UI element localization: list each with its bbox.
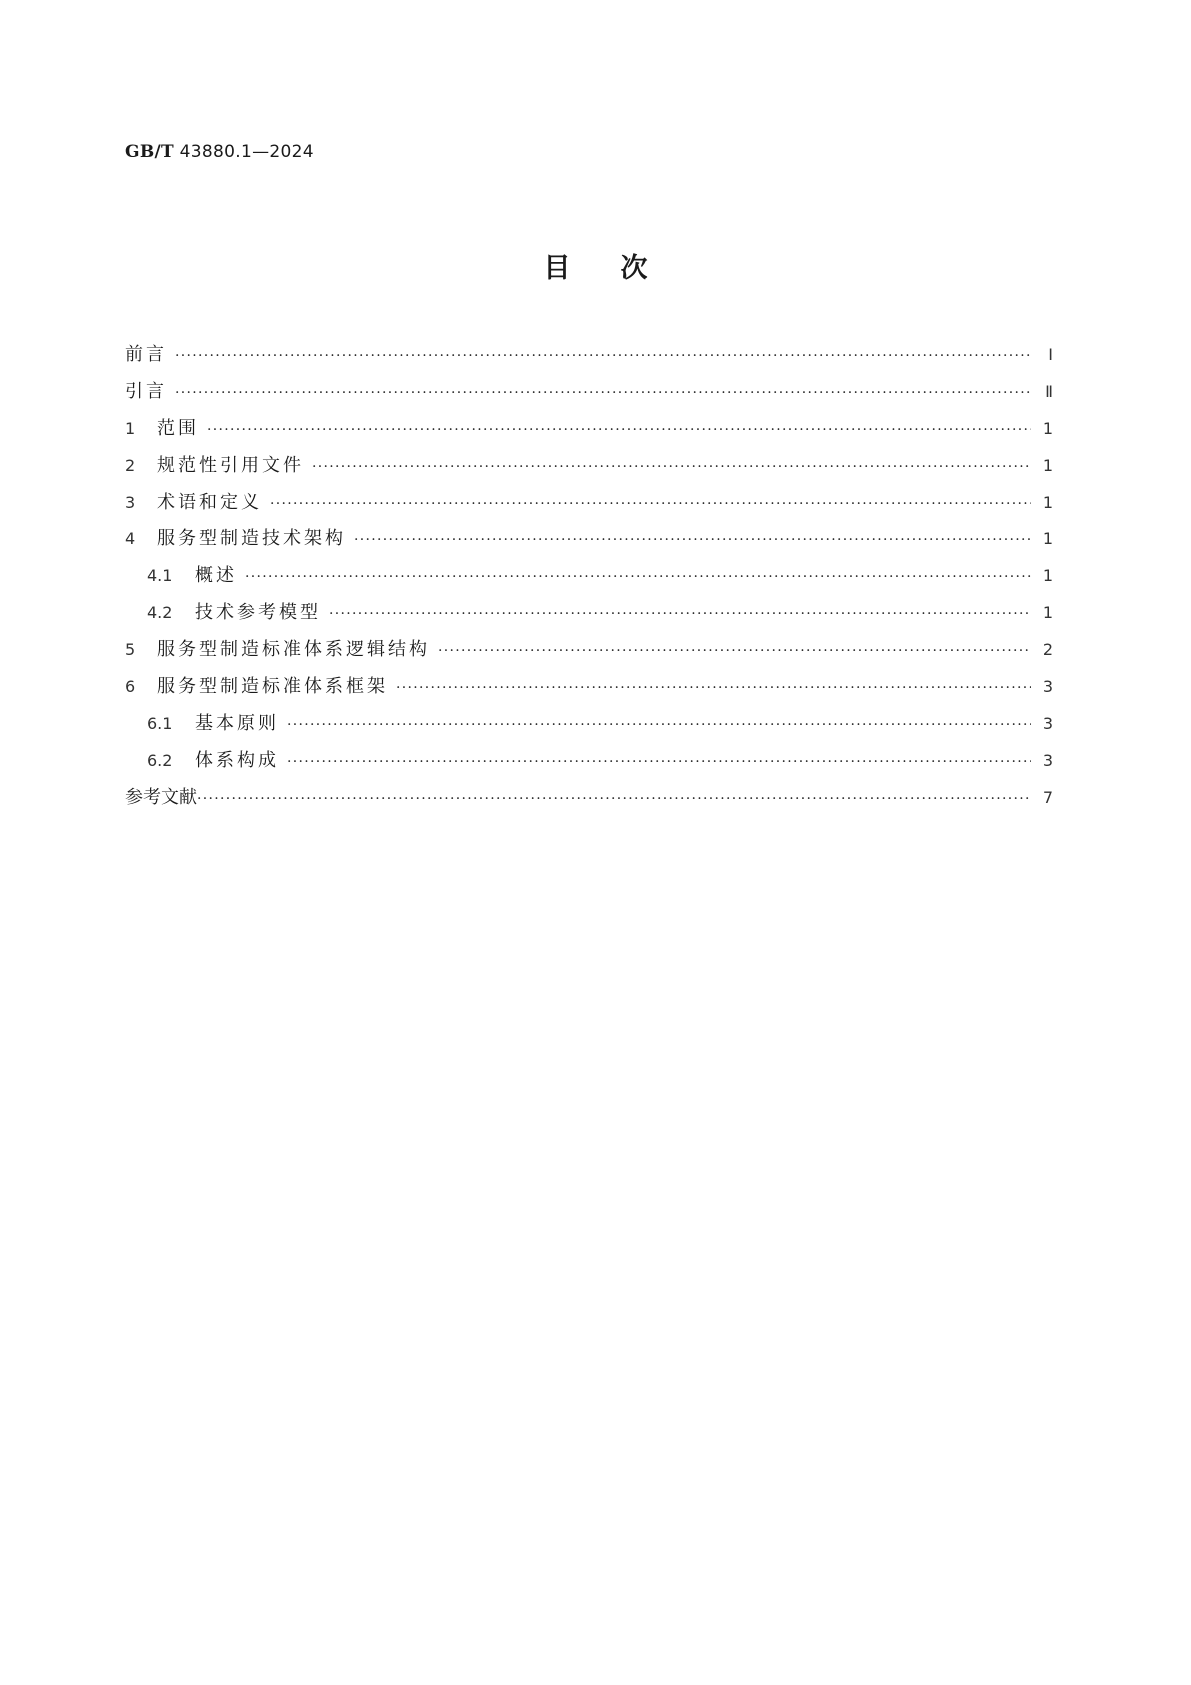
toc-section-number: 4.2 (147, 603, 173, 623)
toc-section-number: 5 (125, 640, 136, 660)
toc-section-number: 6.1 (147, 713, 173, 733)
table-of-contents (125, 340, 1053, 820)
toc-entry-technical-architecture[interactable] (125, 524, 1053, 561)
toc-entry-reference-model[interactable] (125, 598, 1053, 635)
toc-entry-title: 前言 (125, 344, 167, 365)
toc-entry-basic-principles[interactable] (125, 709, 1053, 746)
toc-entry-introduction[interactable] (125, 377, 1053, 414)
toc-page-number: 7 (1042, 787, 1053, 807)
toc-page-number: 1 (1042, 492, 1053, 512)
toc-page-number: 1 (1042, 455, 1053, 475)
toc-page-number: 1 (1042, 418, 1053, 438)
toc-entry-title: 服务型制造技术架构 (157, 528, 346, 550)
toc-entry-terms-definitions[interactable] (125, 488, 1053, 525)
toc-entry-title: 规范性引用文件 (157, 454, 304, 476)
toc-page-number: 3 (1042, 677, 1053, 697)
toc-leader-dots (270, 496, 1031, 512)
toc-entry-title: 范围 (157, 417, 199, 439)
toc-leader-dots (197, 791, 1031, 807)
toc-entry-overview[interactable] (125, 561, 1053, 598)
toc-leader-dots (207, 422, 1031, 438)
toc-section-number: 2 (125, 455, 136, 475)
toc-entry-title: 服务型制造标准体系逻辑结构 (157, 639, 430, 661)
toc-leader-dots (175, 348, 1031, 364)
toc-leader-dots (438, 643, 1031, 659)
toc-entry-normative-references[interactable] (125, 451, 1053, 488)
toc-entry-title: 术语和定义 (157, 491, 262, 513)
toc-leader-dots (287, 754, 1031, 770)
toc-page-number: Ⅱ (1045, 381, 1053, 401)
toc-leader-dots (245, 569, 1031, 585)
standard-code: 43880.1—2024 (179, 142, 314, 162)
toc-entry-title: 参考文献 (125, 786, 197, 808)
toc-section-number: 1 (125, 418, 136, 438)
toc-page-number: 3 (1042, 713, 1053, 733)
toc-leader-dots (312, 459, 1031, 475)
toc-entry-foreword[interactable] (125, 340, 1053, 377)
toc-page-number: 1 (1042, 529, 1053, 549)
toc-entry-title: 引言 (125, 380, 167, 402)
toc-entry-title: 基本原则 (195, 712, 279, 734)
toc-entry-scope[interactable] (125, 414, 1053, 451)
toc-entry-title: 体系构成 (195, 749, 279, 771)
toc-page-number: 3 (1042, 750, 1053, 770)
toc-entry-logical-structure[interactable] (125, 635, 1053, 672)
toc-entry-framework[interactable] (125, 672, 1053, 709)
toc-leader-dots (396, 680, 1031, 696)
toc-entry-title: 技术参考模型 (195, 602, 321, 624)
standard-number (125, 142, 314, 162)
toc-entry-title: 服务型制造标准体系框架 (157, 676, 388, 698)
toc-leader-dots (354, 532, 1031, 548)
toc-section-number: 4 (125, 529, 136, 549)
standard-prefix: GB/T (125, 142, 174, 162)
toc-page-number: 1 (1042, 566, 1053, 586)
toc-leader-dots (175, 385, 1031, 401)
toc-page-number: Ⅰ (1048, 345, 1053, 364)
toc-leader-dots (329, 606, 1031, 622)
page-title: 目次 (543, 253, 698, 284)
toc-entry-title: 概述 (195, 565, 237, 587)
toc-entry-bibliography[interactable] (125, 783, 1053, 820)
toc-section-number: 6.2 (147, 750, 173, 770)
toc-section-number: 6 (125, 677, 136, 697)
toc-entry-system-composition[interactable] (125, 746, 1053, 783)
toc-page-number: 1 (1042, 603, 1053, 623)
toc-leader-dots (287, 717, 1031, 733)
toc-page-number: 2 (1042, 640, 1053, 660)
toc-section-number: 3 (125, 492, 136, 512)
toc-section-number: 4.1 (147, 566, 173, 586)
